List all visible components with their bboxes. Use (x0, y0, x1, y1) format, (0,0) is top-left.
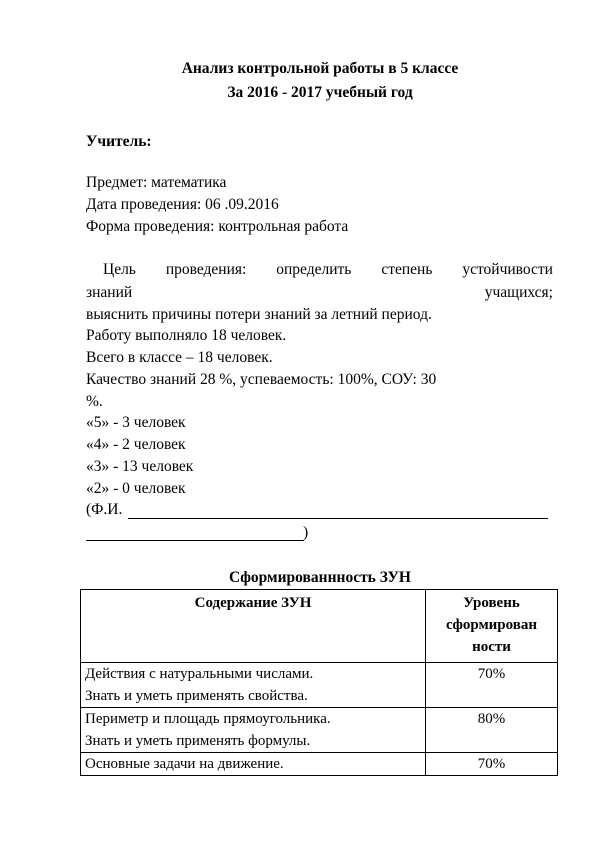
col-level-header-line: сформирован (445, 617, 538, 633)
row-value: 80% (426, 708, 558, 753)
row-content-line: Действия с натуральными числами. (85, 666, 314, 682)
total-line: Всего в классе – 18 человек. (86, 349, 273, 366)
date-line: Дата проведения: 06 .09.2016 (86, 196, 279, 213)
grade-4-line: «4» - 2 человек (86, 436, 186, 453)
row-content (81, 708, 426, 753)
row-content (81, 663, 426, 708)
row-value: 70% (426, 753, 558, 776)
grade-2-line: «2» - 0 человек (86, 480, 186, 497)
table-row (81, 753, 558, 776)
col-content-header (81, 590, 426, 663)
goal-word: степень (381, 261, 433, 278)
row-content-line: Периметр и площадь прямоугольника. (85, 711, 331, 727)
col-level-header-line: Уровень (463, 595, 520, 611)
school-year: За 2016 - 2017 учебный год (227, 84, 413, 101)
row-content-line: Основные задачи на движение. (85, 756, 284, 772)
quality-line-1: Качество знаний 28 %, успеваемость: 100%, СОУ: 30 (86, 371, 437, 388)
form-line: Форма проведения: контрольная работа (86, 218, 349, 235)
teacher-label: Учитель: (86, 133, 152, 150)
row-content-line: Знать и уметь применять формулы. (85, 733, 311, 749)
col-level-header (426, 590, 558, 663)
grade-3-line: «3» - 13 человек (86, 458, 194, 475)
goal-word: учащихся; (484, 284, 553, 301)
zun-table (80, 589, 558, 776)
fio-blank-line-1 (128, 518, 548, 519)
row-content (81, 753, 426, 776)
goal-line-1 (86, 261, 553, 279)
col-level-header-line: ности (472, 639, 511, 655)
grade-5-line: «5» - 3 человек (86, 414, 186, 431)
goal-word: проведения: (165, 261, 247, 278)
goal-line-3: выяснить причины потери знаний за летний период. (86, 306, 432, 323)
goal-word: определить (276, 261, 352, 278)
zun-title: Сформированнность ЗУН (229, 569, 411, 586)
row-content-line: Знать и уметь применять свойства. (85, 688, 308, 704)
table-header-row (81, 590, 558, 663)
goal-line-2 (86, 284, 553, 302)
row-value: 70% (426, 663, 558, 708)
fio-close-paren: ) (303, 524, 309, 541)
table-row (81, 708, 558, 753)
table-row (81, 663, 558, 708)
goal-word: Цель (103, 261, 136, 278)
fio-label: (Ф.И. (86, 501, 123, 518)
goal-word: устойчивости (462, 261, 553, 278)
subject-line: Предмет: математика (86, 174, 227, 191)
did-work-line: Работу выполняло 18 человек. (86, 327, 287, 344)
report-title: Анализ контрольной работы в 5 классе (181, 60, 459, 77)
fio-blank-line-2 (86, 540, 304, 541)
quality-line-2: %. (86, 393, 103, 410)
goal-word: знаний (86, 284, 133, 301)
col-content-header-text: Содержание ЗУН (194, 595, 312, 611)
